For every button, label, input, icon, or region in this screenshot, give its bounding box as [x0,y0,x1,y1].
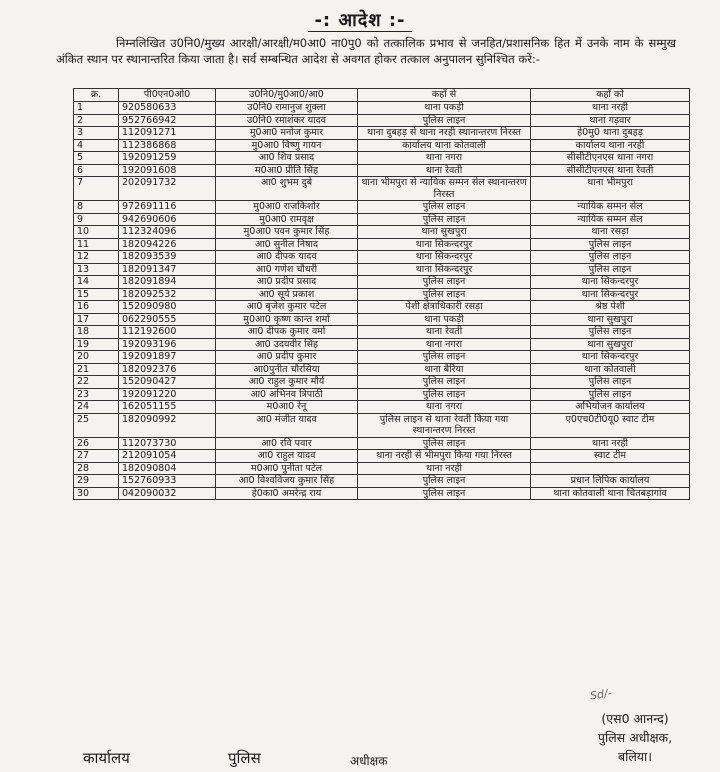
row-to: कार्यालय थाना नरही [531,139,690,152]
row-serial: 15 [74,288,119,301]
row-name: आ0 बृजेश कुमार पटेल [216,301,358,314]
row-serial: 29 [74,475,119,488]
row-name: आ0 रवि पवार [216,437,358,450]
row-name: उ0नि0 रमाशंकर यादव [216,114,358,127]
row-from: थाना सिकन्दरपुर [358,238,531,251]
row-from: पुलिस लाइन [358,376,531,389]
row-from: थाना दुबहड़ से थाना नरही स्थानान्तरण निरस्त [358,127,531,140]
table-row [74,177,690,201]
table-row [74,251,690,264]
footer-letterhead [0,748,720,772]
row-pno: 192091259 [119,152,216,165]
row-serial: 25 [74,413,119,437]
row-serial: 3 [74,127,119,140]
row-serial: 20 [74,351,119,364]
row-from: पुलिस लाइन [358,388,531,401]
table-header-row [74,89,690,102]
row-serial: 24 [74,401,119,414]
header-from: कहाँ से [358,89,531,102]
row-name: म0आ0 प्रीति सिंह [216,164,358,177]
row-from: थाना रेवती [358,326,531,339]
row-pno: 182092376 [119,363,216,376]
row-from: पुलिस लाइन [358,114,531,127]
row-from: पुलिस लाइन से थाना रेवती किया गया स्थानान्तरण निरस्त [358,413,531,437]
row-name: आ0 सुनील निषाद [216,238,358,251]
row-name: आ0 मंजीत यादव [216,413,358,437]
table-row [74,401,690,414]
row-serial: 12 [74,251,119,264]
row-name: मु0आ0 कृष्ण कान्त शर्मा [216,313,358,326]
table-row [74,213,690,226]
row-name: म0आ0 पुनीता पटेल [216,462,358,475]
row-pno: 112324096 [119,226,216,239]
table-row [74,388,690,401]
row-pno: 202091732 [119,177,216,201]
row-pno: 192091897 [119,351,216,364]
table-row [74,363,690,376]
row-serial: 21 [74,363,119,376]
row-from: थाना नगरा [358,152,531,165]
table-row [74,276,690,289]
signatory-district: बलिया। [617,749,653,764]
row-name: आ0 अभिनव त्रिपाठी [216,388,358,401]
row-pno: 182093539 [119,251,216,264]
row-serial: 2 [74,114,119,127]
row-serial: 26 [74,437,119,450]
table-row [74,376,690,389]
row-from: पुलिस लाइन [358,351,531,364]
row-name: मु0आ0 राजकिशोर [216,201,358,214]
signatory-designation: पुलिस अधीक्षक, [597,730,673,745]
table-row [74,139,690,152]
row-to: न्यायिक सम्मन सेल [531,213,690,226]
table-row [74,351,690,364]
row-from: थाना भीमपुरा से न्यायिक सम्मन सेल स्थानान्तरण निरस्त [358,177,531,201]
row-pno: 972691116 [119,201,216,214]
row-serial: 1 [74,102,119,115]
row-name: आ0 राहुल यादव [216,450,358,463]
order-heading: -: आदेश :- [308,10,411,32]
row-pno: 952766942 [119,114,216,127]
row-name: आ0 सूर्य प्रकाश [216,288,358,301]
row-to: हे0मु0 थाना दुबहड़ [531,127,690,140]
row-pno: 162051155 [119,401,216,414]
row-name: आ0 दीपक कुमार वर्मा [216,326,358,339]
table-row [74,152,690,165]
row-to: सीसीटीएनएस थाना नगरा [531,152,690,165]
row-to: ए0एच0टी0यू0 स्वाट टीम [531,413,690,437]
table-row [74,326,690,339]
row-to: स्वाट टीम [531,450,690,463]
table-row [74,437,690,450]
row-serial: 30 [74,487,119,500]
row-from: थाना नरही [358,462,531,475]
table-row [74,201,690,214]
row-to: थाना नरही [531,102,690,115]
header-pno: पी0एन0ओ0 [119,89,216,102]
order-title [0,8,720,32]
row-name: मु0आ0 रामवृक्ष [216,213,358,226]
row-to: थाना कोतवाली थाना चितबड़ागांव [531,487,690,500]
row-serial: 19 [74,338,119,351]
signatory-name: (एस0 आनन्द) [601,711,669,726]
footer-word: कार्यालय [83,749,130,767]
row-pno: 182090992 [119,413,216,437]
row-to: थाना सिकन्दरपुर [531,288,690,301]
row-name: आ0 उदयवीर सिंह [216,338,358,351]
row-from: थाना सिकन्दरपुर [358,251,531,264]
row-pno: 182094226 [119,238,216,251]
row-to: पुलिस लाइन [531,326,690,339]
row-serial: 6 [74,164,119,177]
header-sr: क्र. [74,89,119,102]
row-name: म0आ0 रेनू [216,401,358,414]
row-pno: 152090980 [119,301,216,314]
row-name: मु0आ0 विष्णु गायन [216,139,358,152]
row-from: थाना रेवती [358,164,531,177]
row-name: आ0 प्रदीप प्रसाद [216,276,358,289]
row-name: आ0 विश्वविजय कुमार सिंह [216,475,358,488]
row-pno: 920580633 [119,102,216,115]
row-pno: 182091347 [119,263,216,276]
intro-paragraph [56,35,676,67]
row-pno: 042090032 [119,487,216,500]
row-pno: 182092532 [119,288,216,301]
row-from: पुलिस लाइन [358,437,531,450]
table-row [74,226,690,239]
table-row [74,450,690,463]
table-row [74,288,690,301]
row-from: पुलिस लाइन [358,288,531,301]
row-serial: 11 [74,238,119,251]
row-to: थाना सुखपुरा [531,313,690,326]
row-pno: 192091608 [119,164,216,177]
row-from: कार्यालय थाना कोतवाली [358,139,531,152]
row-to: पुलिस लाइन [531,238,690,251]
row-name: आ0 राहुल कुमार मौर्य [216,376,358,389]
row-from: पुलिस लाइन [358,276,531,289]
row-to: थाना कोतवाली [531,363,690,376]
row-serial: 22 [74,376,119,389]
row-serial: 7 [74,177,119,201]
row-serial: 10 [74,226,119,239]
row-to: पुलिस लाइन [531,388,690,401]
row-serial: 18 [74,326,119,339]
row-from: थाना पकड़ी [358,313,531,326]
header-to: कहाँ को [531,89,690,102]
row-pno: 062290555 [119,313,216,326]
intro-text: निम्नलिखित उ0नि0/मुख्य आरक्षी/आरक्षी/म0आ0 ना0पु0 को तत्कालिक प्रभाव से जनहित/प्रशासनिक हित में उनके नाम के सम्मुख अंकित स्थान पर स्थानान्तरित किया जाता है। सर्व सम्बन्धित आदेश से अवगत होकर तत्काल अनुपालन सुनिश्चित करें:- [56,36,676,66]
row-to: थाना भीमपुरा [531,177,690,201]
row-name: आ0 शिव प्रसाद [216,152,358,165]
row-pno: 942690606 [119,213,216,226]
row-to: थाना रसड़ा [531,226,690,239]
table-row [74,462,690,475]
row-pno: 152090427 [119,376,216,389]
row-from: पुलिस लाइन [358,487,531,500]
row-from: पेशी क्षेत्राधिकारी रसड़ा [358,301,531,314]
row-from: थाना पकड़ी [358,102,531,115]
row-name: मु0आ0 मनोज कुमार [216,127,358,140]
row-to: थाना सिकन्दरपुर [531,276,690,289]
row-to: थाना सिकन्दरपुर [531,351,690,364]
table-row [74,413,690,437]
row-to: श्रेष्ठ पेशी [531,301,690,314]
table-row [74,164,690,177]
row-to: थाना नरही [531,437,690,450]
row-to: पुलिस लाइन [531,263,690,276]
row-to [531,462,690,475]
row-pno: 112386868 [119,139,216,152]
row-from: थाना नगरा [358,401,531,414]
row-from: थाना सुखपुरा [358,226,531,239]
table-row [74,301,690,314]
row-to: पुलिस लाइन [531,376,690,389]
row-serial: 16 [74,301,119,314]
table-row [74,487,690,500]
row-from: पुलिस लाइन [358,475,531,488]
row-serial: 9 [74,213,119,226]
row-name: आ0 प्रदीप कुमार [216,351,358,364]
row-pno: 182091894 [119,276,216,289]
row-to: प्रधान लिपिक कार्यालय [531,475,690,488]
table-row [74,114,690,127]
row-serial: 23 [74,388,119,401]
row-pno: 212091054 [119,450,216,463]
row-pno: 112192600 [119,326,216,339]
row-from: थाना नगरा [358,338,531,351]
footer-word: अधीक्षक [350,754,388,768]
row-name: हे0का0 अमरेन्द्र राय [216,487,358,500]
row-from: थाना नरही से भीमपुरा किया गया निरस्त [358,450,531,463]
row-name: आ0पुनीत चौरसिया [216,363,358,376]
row-name: आ0 गणेश चौधरी [216,263,358,276]
row-pno: 182090804 [119,462,216,475]
row-serial: 5 [74,152,119,165]
row-from: थाना सिकन्दरपुर [358,263,531,276]
handwritten-mark: Sd/- [589,686,613,703]
row-name: मु0आ0 पवन कुमार सिंह [216,226,358,239]
row-name: उ0नि0 रामानुज शुक्ला [216,102,358,115]
row-pno: 112073730 [119,437,216,450]
table-row [74,475,690,488]
row-pno: 112091271 [119,127,216,140]
table-row [74,238,690,251]
row-from: पुलिस लाइन [358,201,531,214]
row-from: पुलिस लाइन [358,213,531,226]
row-serial: 28 [74,462,119,475]
row-to: थाना गड़वार [531,114,690,127]
row-serial: 4 [74,139,119,152]
row-to: पुलिस लाइन [531,251,690,264]
row-to: न्यायिक सम्मन सेल [531,201,690,214]
row-serial: 8 [74,201,119,214]
row-serial: 27 [74,450,119,463]
table-row [74,127,690,140]
table-row [74,263,690,276]
table-row [74,313,690,326]
row-to: अभियोजन कार्यालय [531,401,690,414]
row-serial: 13 [74,263,119,276]
table-row [74,102,690,115]
row-to: सीसीटीएनएस थाना रेवती [531,164,690,177]
row-from: थाना बैरिया [358,363,531,376]
transfer-table [73,88,690,500]
row-pno: 192091220 [119,388,216,401]
row-serial: 17 [74,313,119,326]
table-row [74,338,690,351]
row-pno: 192093196 [119,338,216,351]
row-serial: 14 [74,276,119,289]
row-pno: 152760933 [119,475,216,488]
row-to: थाना सुखपुरा [531,338,690,351]
header-name: उ0नि0/मु0आ0/आ0 [216,89,358,102]
footer-word: पुलिस [228,749,261,767]
row-name: आ0 शुभम दुबे [216,177,358,201]
row-name: आ0 दीपक यादव [216,251,358,264]
